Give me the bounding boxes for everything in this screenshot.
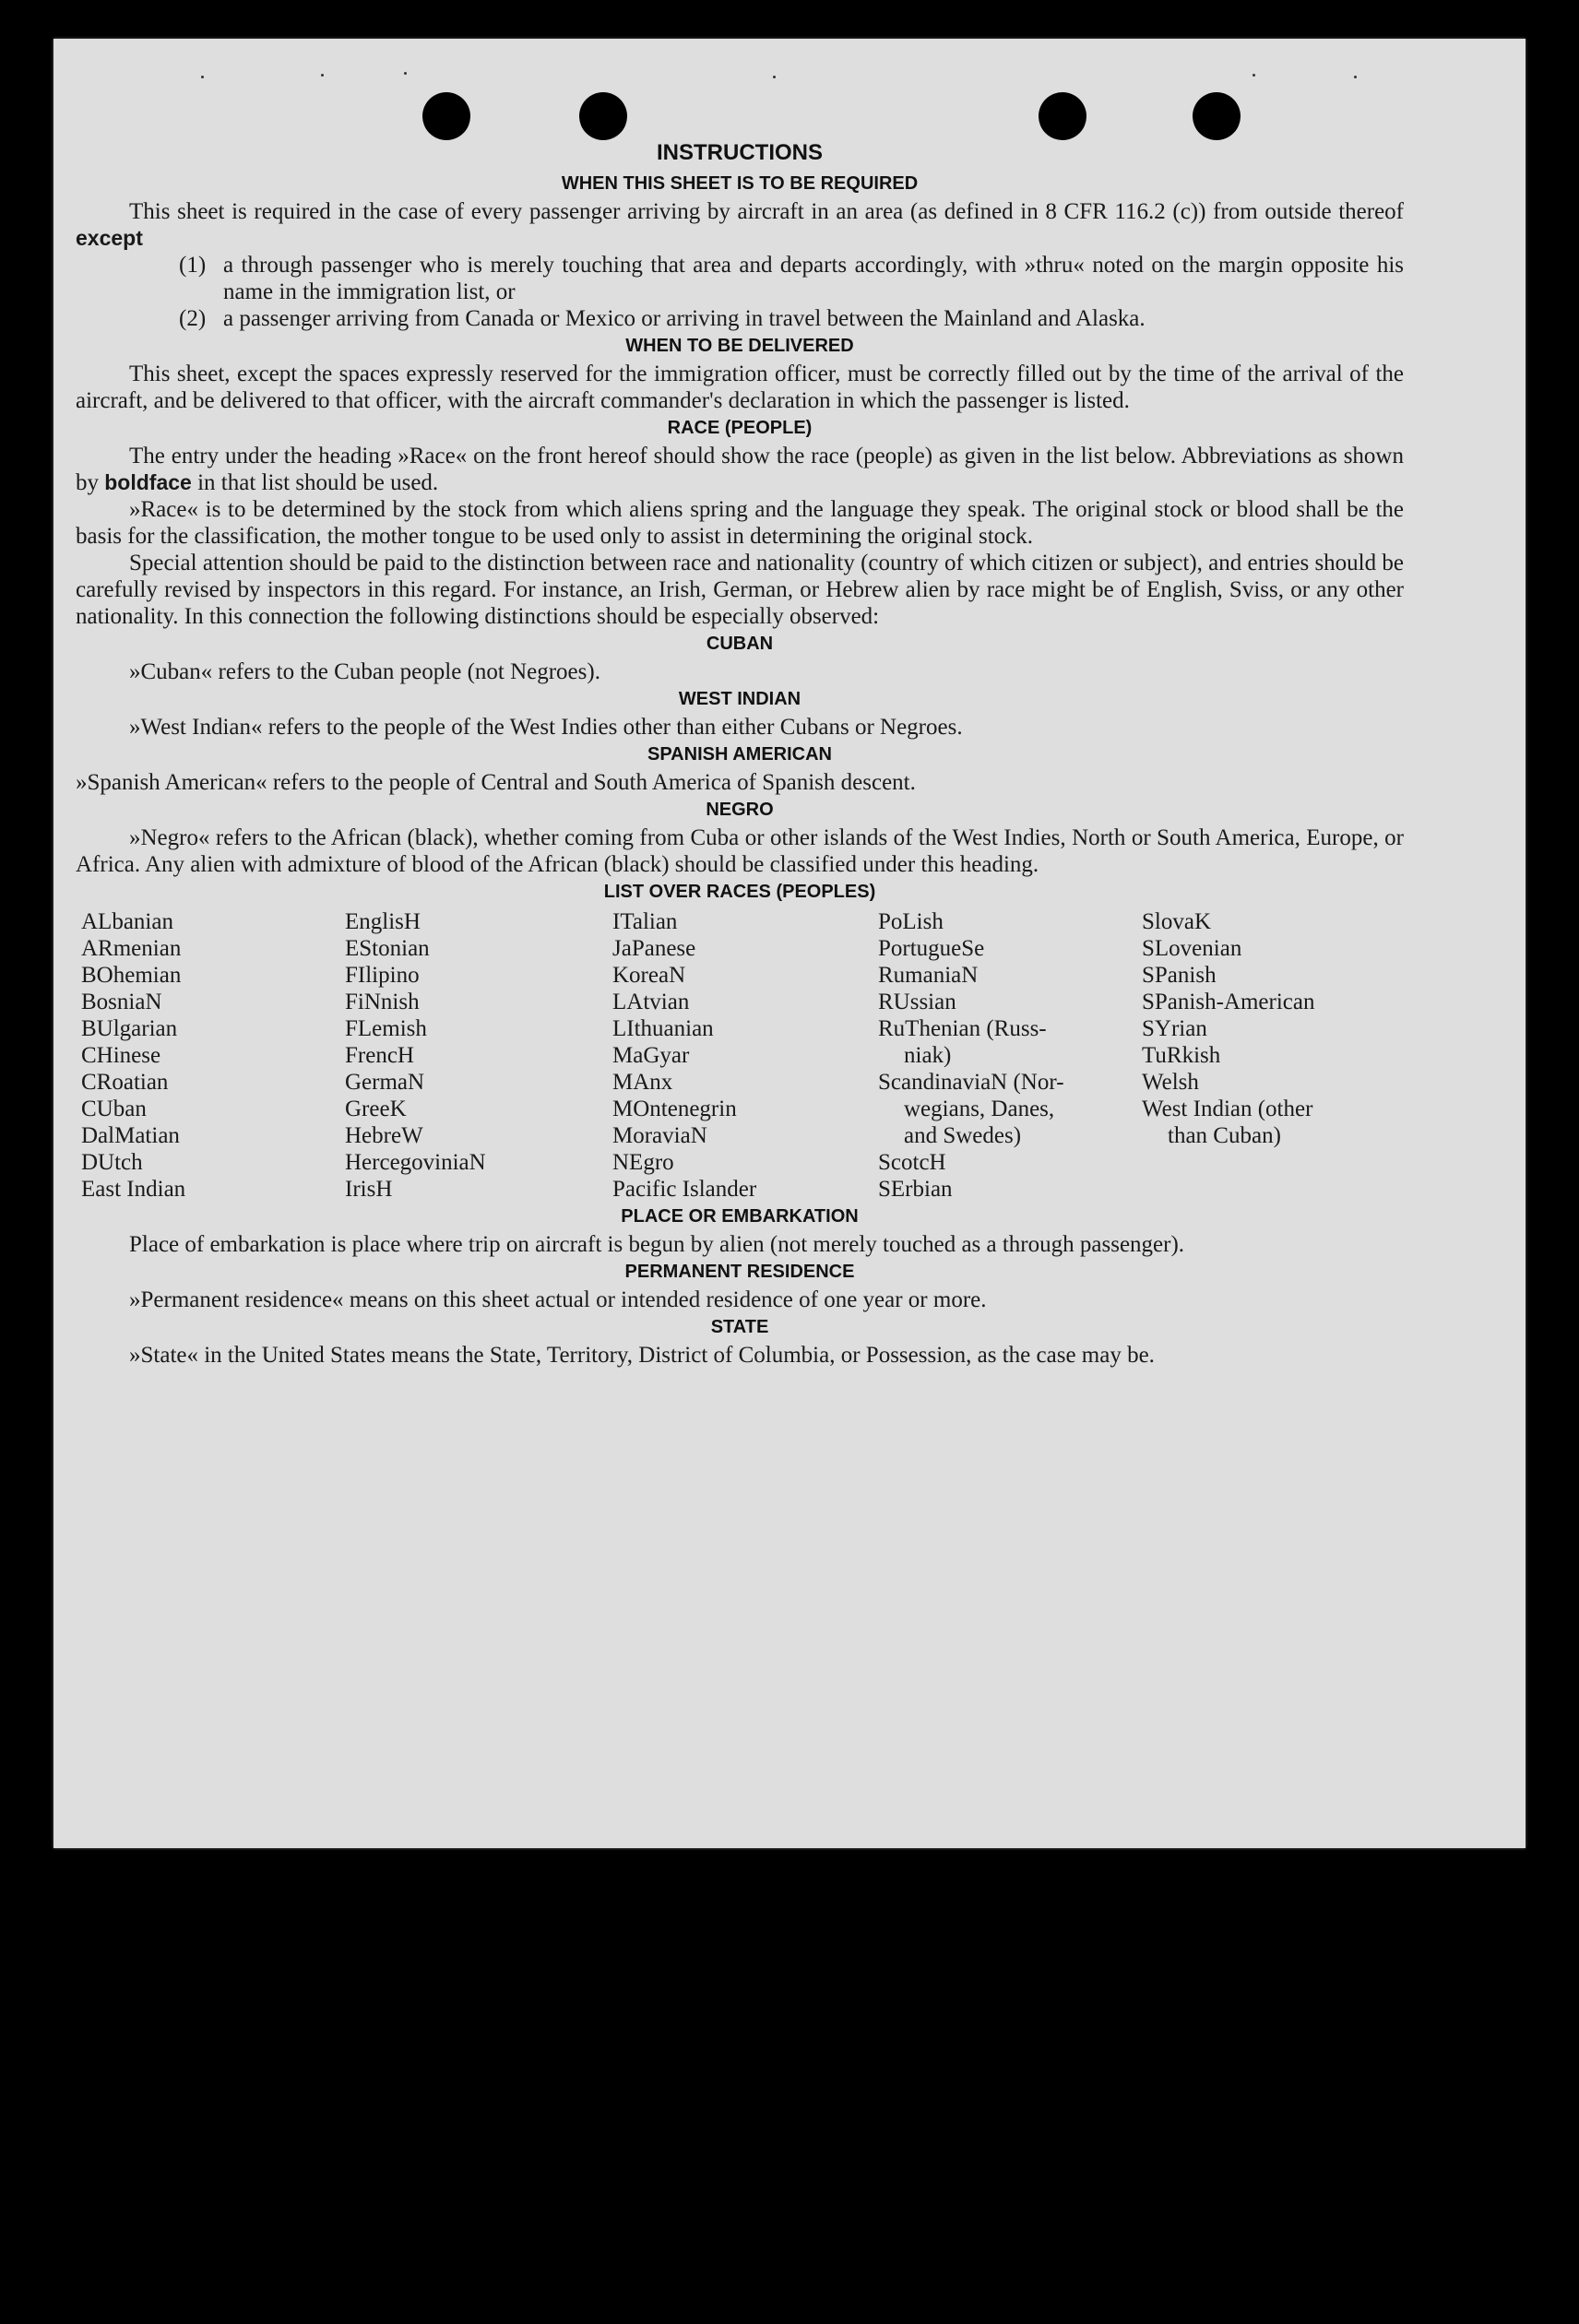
races-column	[81, 908, 345, 1203]
race-item: and Swedes)	[904, 1123, 1022, 1148]
paragraph: »State« in the United States means the State, Territory, District of Columbia, or Possession, as the case may be.	[129, 1343, 1155, 1368]
paragraph: This sheet, except the spaces expressly reserved for the immigration officer, must be correctly filled out by the time of the arrival of the aircraft, and be delivered to that officer, with the aircraft commander's declaration in which the passenger is listed.	[76, 362, 1404, 413]
race-item: FrencH	[345, 1043, 414, 1068]
speck	[404, 72, 407, 75]
paragraph: »Permanent residence« means on this sheet actual or intended residence of one year or more.	[129, 1287, 987, 1312]
race-item: SLovenian	[1142, 936, 1242, 961]
race-item: NEgro	[612, 1150, 674, 1175]
race-item: RumaniaN	[878, 963, 979, 988]
race-item: West Indian (other	[1142, 1097, 1313, 1121]
race-item: LIthuanian	[612, 1016, 714, 1041]
race-item: East Indian	[81, 1177, 186, 1202]
race-item: LAtvian	[612, 990, 690, 1014]
speck	[201, 76, 204, 78]
section-heading: PERMANENT RESIDENCE	[624, 1262, 855, 1282]
paragraph: »Cuban« refers to the Cuban people (not Negroes).	[129, 659, 600, 684]
section-heading: STATE	[710, 1317, 769, 1337]
section-heading: PLACE OR EMBARKATION	[621, 1206, 859, 1227]
race-item: EnglisH	[345, 909, 421, 934]
race-item: SPanish-American	[1142, 990, 1315, 1014]
section-heading: CUBAN	[706, 634, 774, 654]
race-item: CHinese	[81, 1043, 161, 1068]
race-item: JaPanese	[612, 936, 696, 961]
punch-hole	[1039, 92, 1086, 140]
race-item: DUtch	[81, 1150, 143, 1175]
races-list	[81, 908, 1404, 1203]
race-item: ALbanian	[81, 909, 173, 934]
race-item: FLemish	[345, 1016, 427, 1041]
race-item: niak)	[904, 1043, 952, 1068]
race-item: RUssian	[878, 990, 956, 1014]
race-item: ITalian	[612, 909, 678, 934]
race-item: Pacific Islander	[612, 1177, 757, 1202]
punch-hole	[1193, 92, 1241, 140]
paragraph: »Race« is to be determined by the stock from which aliens spring and the language they speak. The original stock or blood shall be the basis for the classification, the mother tongue to be used only to assist in determining the original stock.	[76, 497, 1404, 549]
race-item: ScandinaviaN (Nor-	[878, 1070, 1064, 1095]
paragraph: Place of embarkation is place where trip on aircraft is begun by alien (not merely touched as a through passenger).	[129, 1232, 1185, 1257]
race-item: GreeK	[345, 1097, 407, 1121]
race-item: MOntenegrin	[612, 1097, 737, 1121]
paragraph: The entry under the heading »Race« on the front hereof should show the race (people) as given in the list below. Abbreviations as shown by boldface in that list should be used.	[76, 444, 1404, 495]
speck	[321, 74, 324, 77]
section-heading: SPANISH AMERICAN	[647, 744, 832, 765]
paragraph: »Spanish American« refers to the people of Central and South America of Spanish descent.	[76, 770, 916, 795]
race-item: CRoatian	[81, 1070, 169, 1095]
instructions-content	[76, 140, 1404, 1369]
paragraph: »West Indian« refers to the people of the West Indies other than either Cubans or Negroes.	[129, 715, 963, 740]
exception-item: (1) a through passenger who is merely touching that area and departs accordingly, with »thru« noted on the margin opposite his name in the immigration list, or	[179, 253, 1404, 304]
race-item: HebreW	[345, 1123, 423, 1148]
race-item: MoraviaN	[612, 1123, 707, 1148]
race-item: FIlipino	[345, 963, 420, 988]
race-item: ARmenian	[81, 936, 182, 961]
paragraph: This sheet is required in the case of every passenger arriving by aircraft in an area (as defined in 8 CFR 116.2 (c)) from outside thereof except	[76, 199, 1404, 250]
race-item: RuThenian (Russ-	[878, 1016, 1047, 1041]
section-heading: RACE (PEOPLE)	[667, 418, 813, 438]
race-item: TuRkish	[1142, 1043, 1221, 1068]
race-item: IrisH	[345, 1177, 393, 1202]
speck	[773, 76, 776, 78]
race-item: PortugueSe	[878, 936, 985, 961]
exception-item: (2) a passenger arriving from Canada or Mexico or arriving in travel between the Mainland and Alaska.	[179, 306, 1146, 331]
race-item: SlovaK	[1142, 909, 1211, 934]
races-column	[1142, 908, 1400, 1203]
section-heading: WEST INDIAN	[678, 689, 801, 709]
race-item: BOhemian	[81, 963, 182, 988]
race-item: SYrian	[1142, 1016, 1207, 1041]
section-heading: LIST OVER RACES (PEOPLES)	[603, 882, 876, 902]
paragraph: »Negro« refers to the African (black), whether coming from Cuba or other islands of the West Indies, North or South America, Europe, or Africa. Any alien with admixture of blood of the African (black) should be classified under this heading.	[76, 825, 1404, 877]
section-heading: WHEN THIS SHEET IS TO BE REQUIRED	[561, 173, 919, 194]
race-item: HercegoviniaN	[345, 1150, 486, 1175]
punch-hole	[422, 92, 470, 140]
races-column	[345, 908, 612, 1203]
race-item: GermaN	[345, 1070, 425, 1095]
race-item: ScotcH	[878, 1150, 946, 1175]
paragraph: Special attention should be paid to the distinction between race and nationality (country of which citizen or subject), and entries should be carefully revised by inspectors in this regard. For instance, an Irish, German, or Hebrew alien by race might be of English, Sviss, or any other nationality. In this connection the following distinctions should be especially observed:	[76, 551, 1404, 629]
race-item: MAnx	[612, 1070, 673, 1095]
race-item: Welsh	[1142, 1070, 1199, 1095]
race-item: EStonian	[345, 936, 430, 961]
race-item: SErbian	[878, 1177, 953, 1202]
page-title: INSTRUCTIONS	[657, 140, 823, 165]
punch-hole	[579, 92, 627, 140]
races-column	[878, 908, 1142, 1203]
race-item: MaGyar	[612, 1043, 690, 1068]
race-item: DalMatian	[81, 1123, 180, 1148]
races-column	[612, 908, 878, 1203]
section-heading: NEGRO	[706, 800, 774, 820]
document-sheet	[53, 39, 1526, 1848]
speck	[1253, 74, 1255, 77]
race-item: BUlgarian	[81, 1016, 178, 1041]
race-item: than Cuban)	[1168, 1123, 1281, 1148]
race-item: KoreaN	[612, 963, 686, 988]
speck	[1354, 76, 1357, 78]
race-item: BosniaN	[81, 990, 162, 1014]
race-item: CUban	[81, 1097, 147, 1121]
race-item: PoLish	[878, 909, 944, 934]
section-heading: WHEN TO BE DELIVERED	[625, 336, 854, 356]
race-item: FiNnish	[345, 990, 420, 1014]
race-item: SPanish	[1142, 963, 1217, 988]
race-item: wegians, Danes,	[904, 1097, 1055, 1121]
